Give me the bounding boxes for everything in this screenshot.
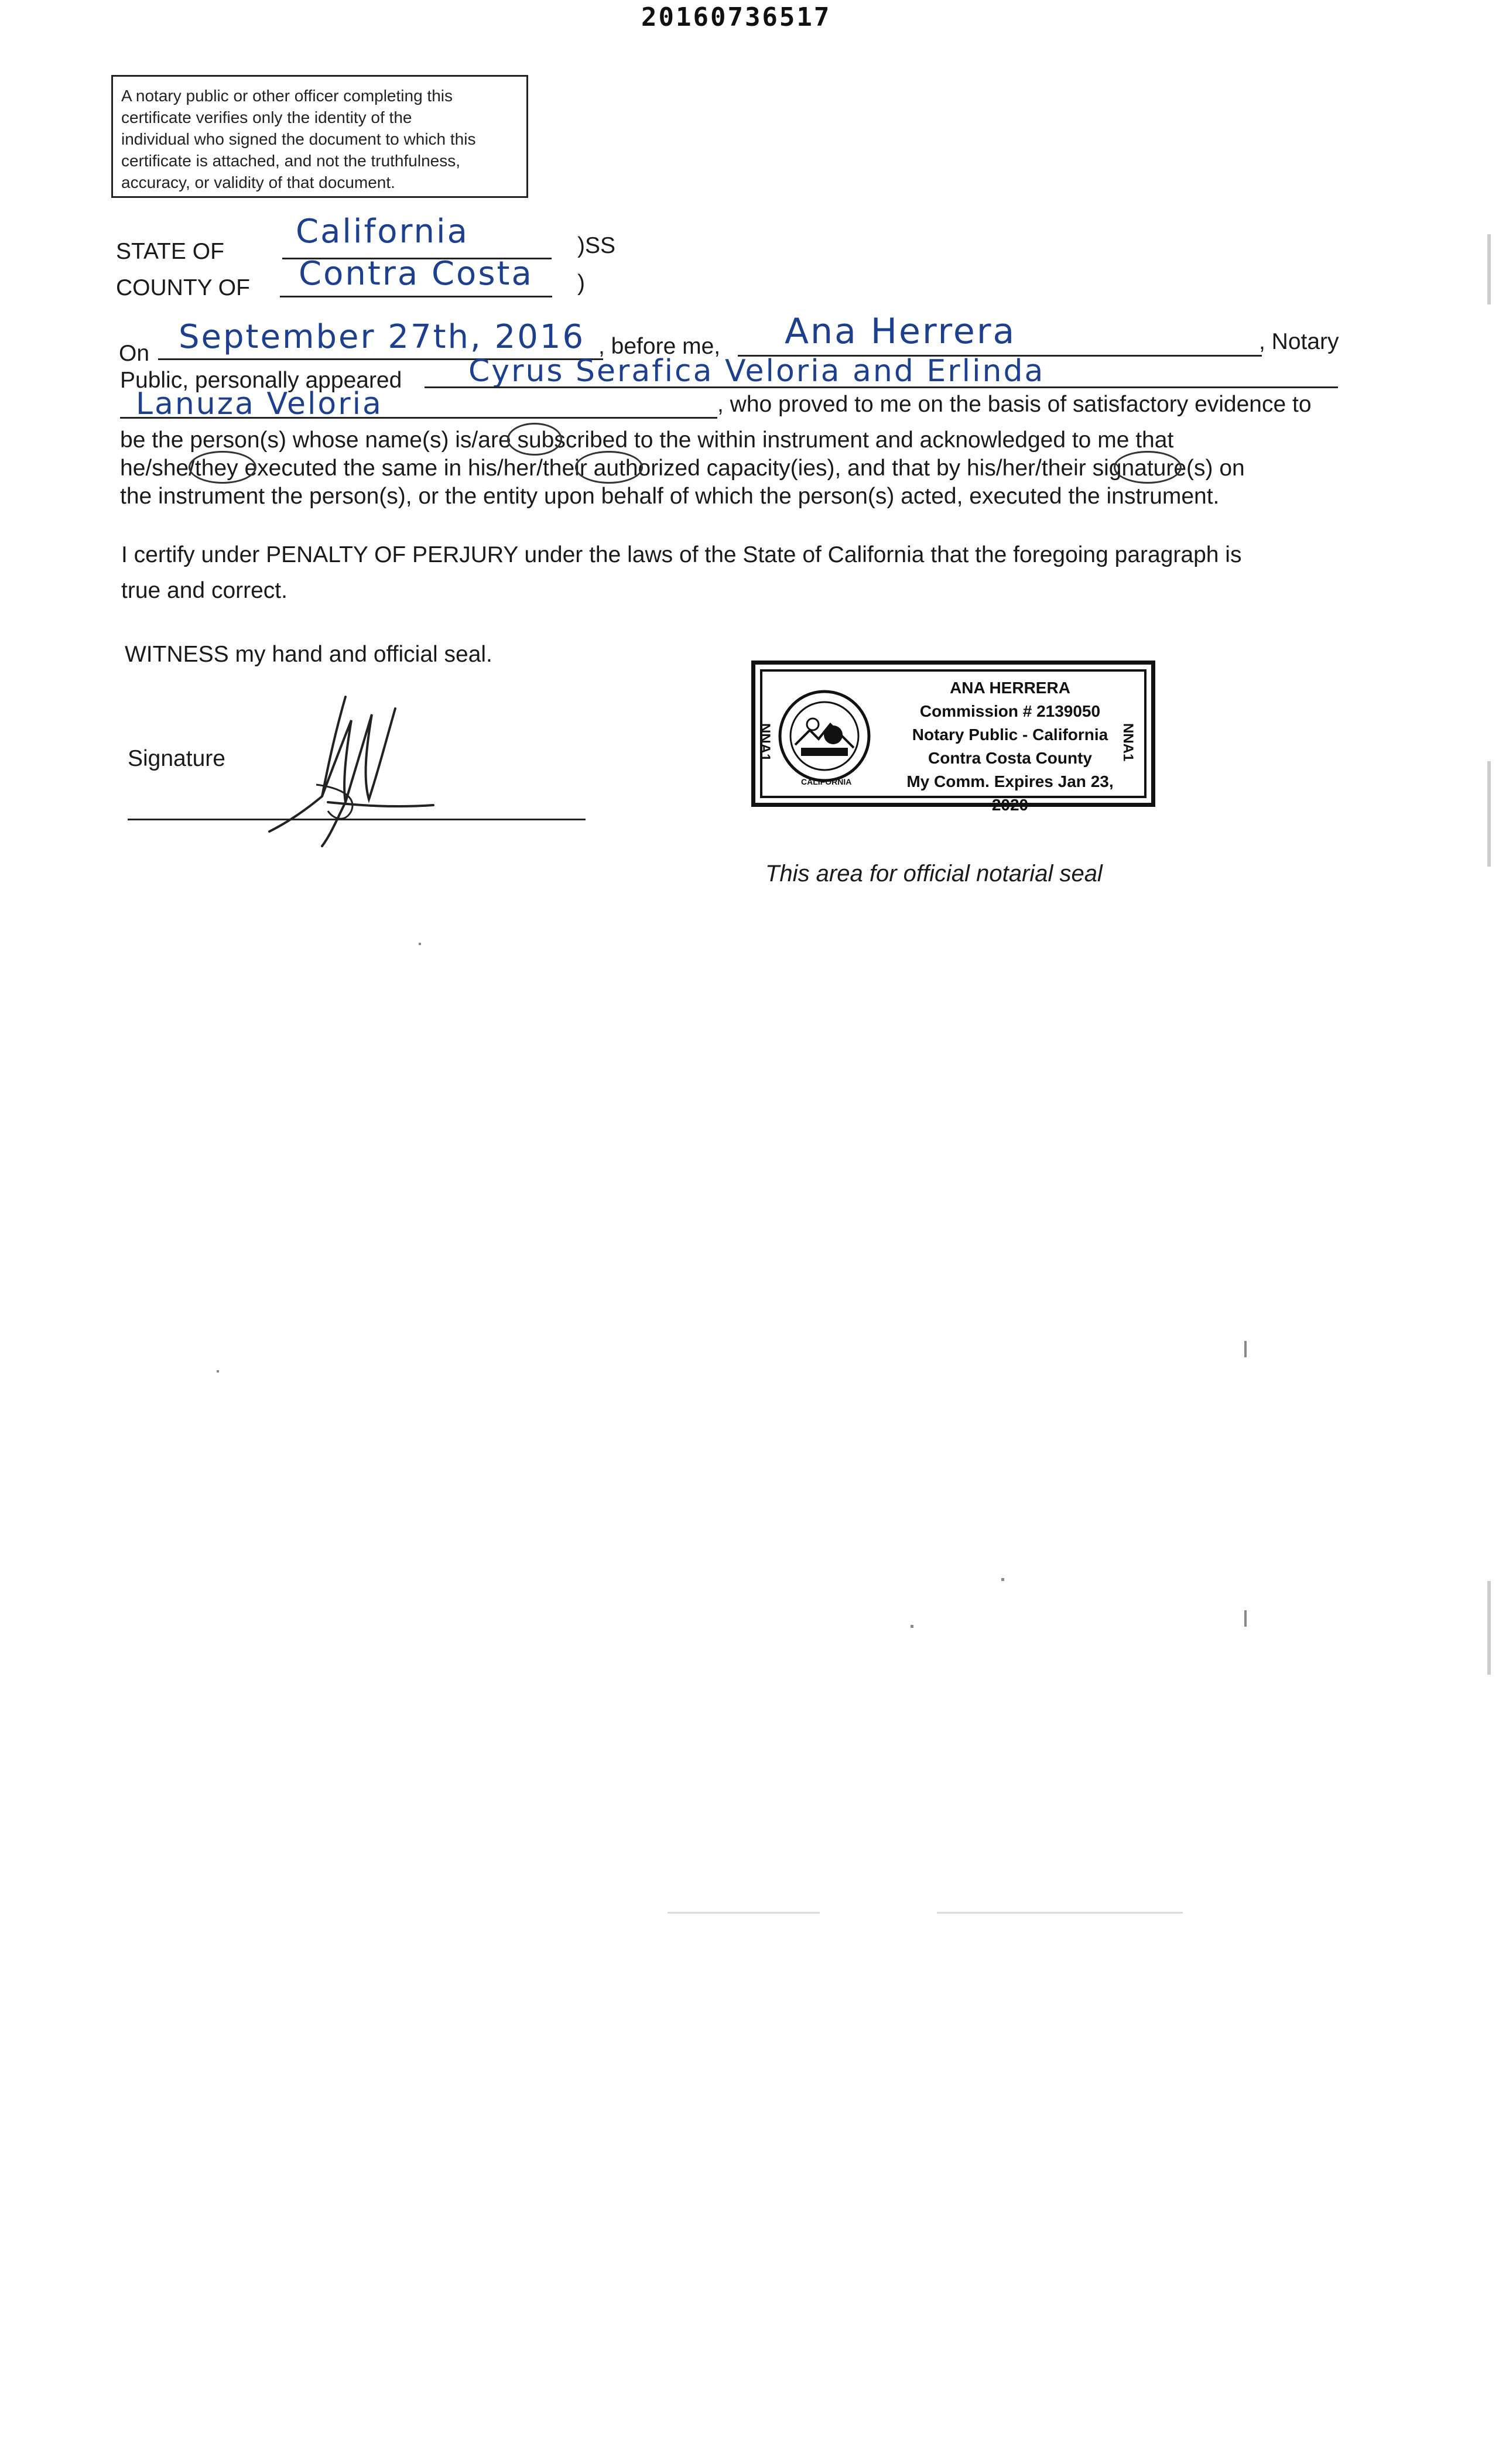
disclaimer-line: A notary public or other officer completing this: [121, 87, 453, 105]
witness-text: WITNESS my hand and official seal.: [125, 642, 492, 667]
stamp-text: [890, 676, 1130, 817]
proved-text: , who proved to me on the basis of satisfactory evidence to: [717, 392, 1312, 417]
persons-underline-2: [120, 417, 717, 419]
california-seal-icon: [778, 689, 871, 783]
ss-label: )SS: [577, 233, 616, 258]
scan-speck: [1244, 1341, 1247, 1357]
persons-value-line1: Cyrus Serafica Veloria and Erlinda: [468, 354, 1045, 389]
document-number: 20160736517: [641, 2, 831, 32]
seal-state: CALIFORNIA: [801, 777, 852, 786]
scan-speck: [1244, 1610, 1247, 1627]
stamp-commission: Commission # 2139050: [919, 702, 1101, 720]
county-paren: ): [577, 271, 585, 296]
scan-edge-mark: [668, 1912, 820, 1914]
date-value: September 27th, 2016: [179, 318, 586, 356]
county-value: Contra Costa: [299, 255, 533, 293]
seal-caption: This area for official notarial seal: [765, 861, 1103, 887]
disclaimer-line: certificate verifies only the identity of the: [121, 108, 412, 126]
stamp-side-mark-left: NNA1: [757, 723, 773, 762]
state-label: STATE OF: [116, 239, 224, 264]
circle-are: [507, 423, 562, 456]
certification-line-1: I certify under PENALTY OF PERJURY under the laws of the State of California that the foregoing paragraph is: [121, 542, 1242, 567]
scan-edge-mark: [1487, 761, 1491, 867]
ack-line-4: be the person(s) whose name(s) is/are subscribed to the within instrument and acknowledged to me that: [120, 427, 1174, 453]
disclaimer-line: certificate is attached, and not the truthfulness,: [121, 152, 461, 170]
county-label: COUNTY OF: [116, 275, 250, 300]
notary-name-value: Ana Herrera: [785, 311, 1017, 352]
stamp-expires: My Comm. Expires Jan 23, 2020: [906, 772, 1114, 814]
circle-their-1: [575, 451, 643, 484]
scan-edge-mark: [1487, 1581, 1491, 1675]
public-label: Public, personally appeared: [120, 368, 402, 393]
signature-underline: [128, 819, 586, 820]
stamp-side-mark-right: NNA1: [1120, 723, 1136, 762]
ack-line-6: the instrument the person(s), or the entity upon behalf of which the person(s) acted, executed the instrument.: [120, 484, 1220, 509]
certification-line-2: true and correct.: [121, 578, 288, 603]
scan-speck: [1001, 1578, 1004, 1581]
disclaimer-line: accuracy, or validity of that document.: [121, 173, 395, 191]
scan-edge-mark: [937, 1912, 1183, 1914]
stamp-name: ANA HERRERA: [950, 679, 1070, 697]
scan-speck: [419, 943, 421, 945]
scan-speck: [217, 1370, 219, 1373]
disclaimer-line: individual who signed the document to which this: [121, 130, 476, 148]
stamp-title: Notary Public - California: [912, 725, 1108, 744]
ack-line-5: he/she/they executed the same in his/her/their authorized capacity(ies), and that by his/her/their signature(s) on: [120, 456, 1245, 481]
scan-edge-mark: [1487, 234, 1491, 304]
before-me-label: , before me,: [598, 334, 721, 359]
notary-stamp: [751, 661, 1155, 814]
circle-they: [189, 451, 256, 484]
circle-their-2: [1114, 451, 1182, 484]
persons-value-line2: Lanuza Veloria: [136, 386, 383, 422]
disclaimer-box: [111, 75, 528, 198]
handwritten-signature-icon: [258, 685, 457, 849]
signature-label: Signature: [128, 746, 225, 771]
on-label: On: [119, 341, 150, 366]
scan-speck: [911, 1625, 913, 1628]
persons-underline-1: [425, 386, 1338, 388]
notary-label: , Notary: [1259, 329, 1339, 354]
state-value: California: [296, 213, 469, 251]
county-underline: [280, 296, 552, 297]
stamp-county: Contra Costa County: [928, 749, 1092, 767]
